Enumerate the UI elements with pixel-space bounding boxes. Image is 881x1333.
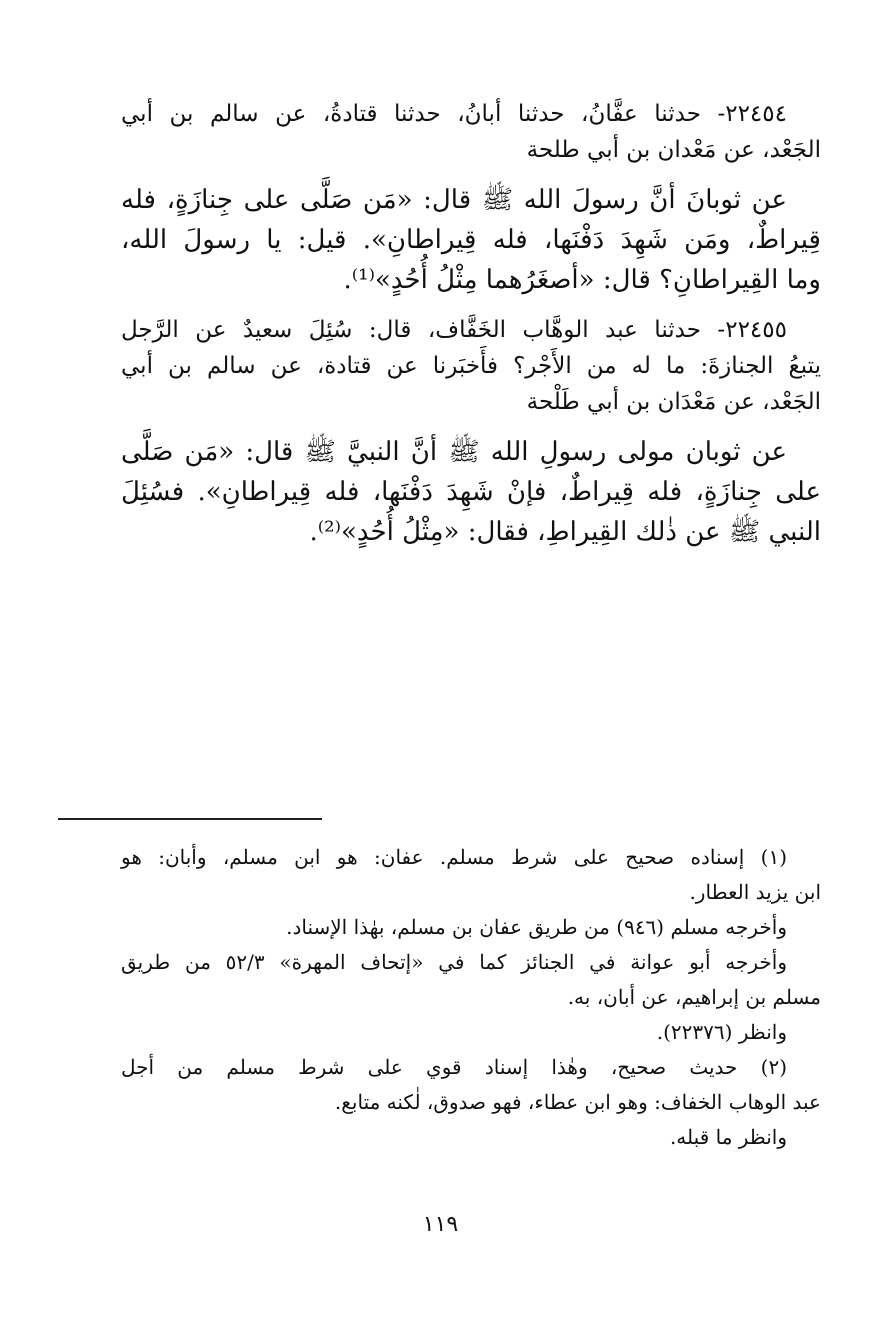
chain-line: ٢٢٤٥٥- حدثنا عبد الوهَّاب الخَفَّاف، قال: سُئِلَ سعيدٌ عن الرَّجل (121, 317, 787, 343)
hadith-22454-text (121, 180, 821, 300)
footnote-2 (121, 1050, 821, 1155)
footnote-line: ابن يزيد العطار. (689, 880, 821, 904)
hadith-line: على جِنازَةٍ، فله قِيراطٌ، فإنْ شَهِدَ دَفْنَها، فله قِيراطانِ». فسُئِلَ (121, 477, 821, 507)
hadith-line: عن ثوبان مولى رسولِ الله ﷺ أنَّ النبيَّ ﷺ قال: «مَن صَلَّى (121, 437, 787, 467)
hadith-line: قِيراطٌ، ومَن شَهِدَ دَفْنَها، فله قِيراطانِ». قيل: يا رسولَ الله، (121, 225, 821, 255)
hadith-22454-chain (121, 96, 821, 168)
main-text (121, 96, 821, 552)
hadith-line: وما القِيراطانِ؟ قال: «أصغَرُهما مِثْلُ أُحُدٍ»⁽¹⁾. (343, 265, 821, 295)
footnote-line: وأخرجه أبو عوانة في الجنائز كما في «إتحاف المهرة» ٥٢/٣ من طريق (121, 950, 787, 974)
footnote-line: مسلم بن إبراهيم، عن أبان، به. (567, 985, 821, 1009)
chain-line: الجَعْد، عن مَعْدَان بن أبي طَلْحة (526, 389, 821, 415)
hadith-line: عن ثوبانَ أنَّ رسولَ الله ﷺ قال: «مَن صَلَّى على جِنازَةٍ، فله (121, 185, 787, 215)
footnotes (121, 840, 821, 1155)
footnote-line: عبد الوهاب الخفاف: وهو ابن عطاء، فهو صدوق، لٰكنه متابع. (334, 1090, 821, 1114)
hadith-22455-chain (121, 312, 821, 420)
hadith-22455-text (121, 432, 821, 552)
footnote-line: (٢) حديث صحيح، وهٰذا إسناد قوي على شرط مسلم من أجل (121, 1055, 787, 1079)
footnote-line: وانظر ما قبله. (669, 1125, 787, 1149)
footnote-1 (121, 840, 821, 1050)
footnote-line: وانظر (٢٢٣٧٦). (656, 1020, 787, 1044)
page-number: ١١٩ (422, 1212, 459, 1237)
chain-line: ٢٢٤٥٤- حدثنا عفَّانُ، حدثنا أبانُ، حدثنا قتادةُ، عن سالم بن أبي (121, 101, 787, 127)
hadith-line: النبي ﷺ عن ذٰلك القِيراطِ، فقال: «مِثْلُ أُحُدٍ»⁽²⁾. (309, 517, 821, 547)
chain-line: يتبعُ الجنازةَ: ما له من الأَجْر؟ فأَخبَرنا عن قتادة، عن سالم بن أبي (121, 353, 821, 379)
footnote-separator (58, 818, 322, 820)
footnote-line: (١) إسناده صحيح على شرط مسلم. عفان: هو ابن مسلم، وأبان: هو (121, 845, 787, 869)
footnote-line: وأخرجه مسلم (٩٤٦) من طريق عفان بن مسلم، بهٰذا الإسناد. (286, 915, 787, 939)
chain-line: الجَعْد، عن مَعْدان بن أبي طلحة (526, 137, 821, 163)
